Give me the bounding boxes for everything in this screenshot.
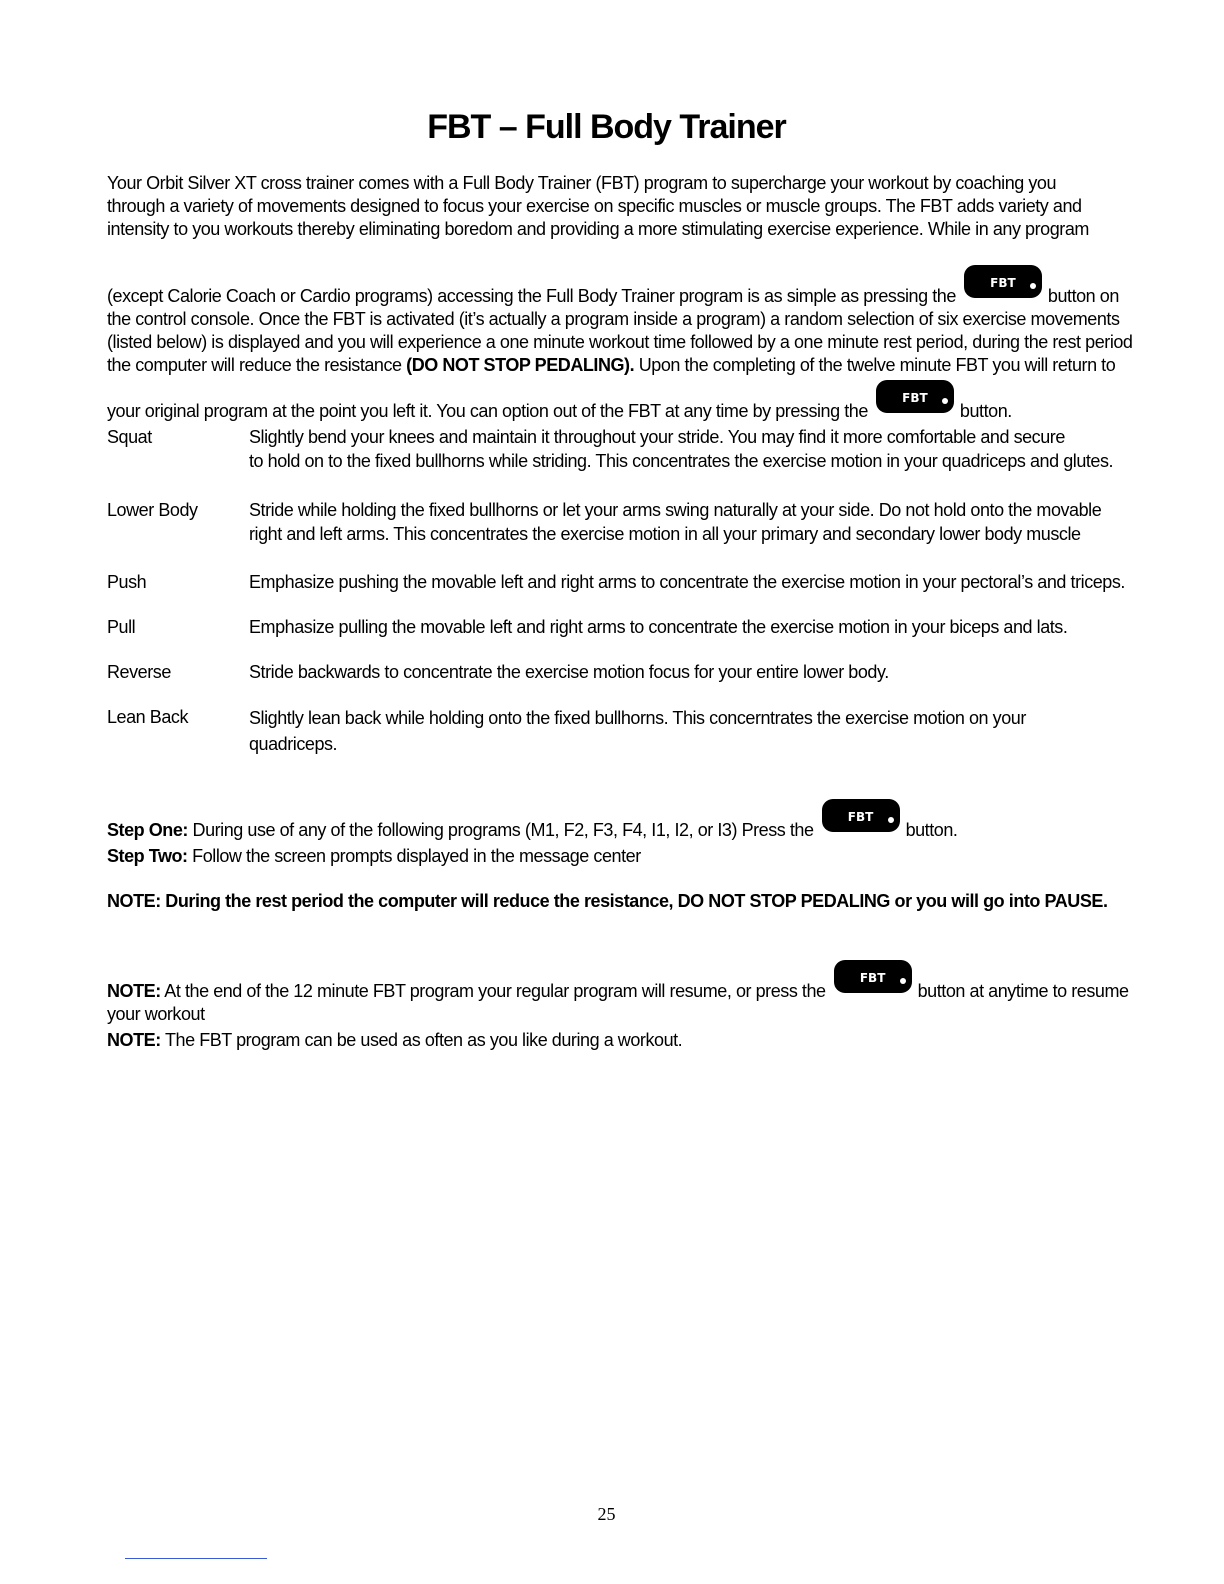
- intro-text: Upon the completing of the twelve minute FBT you will return to: [634, 355, 1116, 375]
- exercise-name: Pull: [107, 617, 136, 637]
- exercise-name: Reverse: [107, 662, 171, 682]
- dot-icon: [900, 978, 906, 984]
- exercise-line: Stride backwards to concentrate the exercise motion focus for your entire lower body.: [249, 662, 889, 682]
- fbt-button-label: FBT: [847, 810, 874, 824]
- fbt-button-icon: [964, 265, 1042, 298]
- exercise-name: Push: [107, 572, 147, 592]
- exercise-name: Squat: [107, 427, 152, 447]
- footnote-rule: [125, 1558, 267, 1559]
- intro-line: (listed below) is displayed and you will experience a one minute workout time followed by a one minute rest period, during the rest period: [107, 332, 1133, 352]
- note-line: NOTE: During the rest period the computer will reduce the resistance, DO NOT STOP PEDALING or you will go into PAUSE.: [107, 891, 1108, 911]
- intro-paragraph-end: [107, 380, 1107, 423]
- step-two-line: [107, 845, 1107, 868]
- note-label: NOTE:: [107, 1030, 161, 1050]
- exercise-name: Lower Body: [107, 500, 198, 520]
- note-text: The FBT program can be used as often as you like during a workout.: [160, 1030, 683, 1050]
- intro-line: through a variety of movements designed to focus your exercise on specific muscles or muscle groups. The FBT adds variety and: [107, 196, 1082, 216]
- intro-line: [107, 354, 1116, 377]
- step-two-label: Step Two:: [107, 846, 188, 866]
- note-rest-period: [107, 890, 1107, 913]
- intro-line: intensity to you workouts thereby eliminating boredom and providing a more stimulating exercise experience. While in any program: [107, 219, 1089, 239]
- intro-text: the computer will reduce the resistance: [107, 355, 407, 375]
- intro-paragraph-cont: [107, 265, 1133, 377]
- intro-line: Your Orbit Silver XT cross trainer comes with a Full Body Trainer (FBT) program to supercharge your workout by coaching you: [107, 173, 1057, 193]
- fbt-button-label: FBT: [990, 276, 1016, 290]
- dot-icon: [888, 817, 894, 823]
- exercise-description: [249, 425, 1119, 473]
- dot-icon: [942, 398, 948, 404]
- page-title: FBT – Full Body Trainer: [427, 108, 786, 146]
- fbt-button-icon: [822, 799, 900, 832]
- exercise-description: [249, 498, 1119, 546]
- exercise-description: [249, 705, 1119, 757]
- exercise-line: Emphasize pushing the movable left and right arms to concentrate the exercise motion in your pectoral’s and triceps.: [249, 572, 1125, 592]
- exercise-line: Emphasize pulling the movable left and right arms to concentrate the exercise motion in your biceps and lats.: [249, 617, 1068, 637]
- note-text: button at anytime to resume: [917, 981, 1129, 1001]
- note-line: your workout: [107, 1004, 205, 1024]
- intro-bold-warning: (DO NOT STOP PEDALING).: [406, 355, 635, 375]
- step-one-text: button.: [905, 820, 958, 840]
- exercise-line: right and left arms. This concentrates the exercise motion in all your primary and secondary lower body muscle: [249, 524, 1081, 544]
- step-two-text: Follow the screen prompts displayed in the message center: [187, 846, 641, 866]
- intro-text: button.: [959, 401, 1012, 421]
- note-line: [107, 1029, 1107, 1052]
- intro-text: your original program at the point you left it. You can option out of the FBT at any time by pressing the: [107, 401, 868, 421]
- fbt-button-label: FBT: [902, 391, 928, 405]
- note-label: NOTE:: [107, 981, 161, 1001]
- fbt-button-label: FBT: [859, 971, 886, 985]
- exercise-description: [249, 570, 1125, 594]
- intro-paragraph: [107, 172, 1107, 241]
- note-text: At the end of the 12 minute FBT program your regular program will resume, or press the: [160, 981, 826, 1001]
- fbt-button-icon: [834, 960, 912, 993]
- note-line: [107, 960, 1129, 1003]
- exercise-line: Stride while holding the fixed bullhorns or let your arms swing naturally at your side. Do not hold onto the movable: [249, 500, 1102, 520]
- intro-line: [107, 265, 1119, 308]
- intro-line: the control console. Once the FBT is activated (it’s actually a program inside a program) a random selection of six exercise movements: [107, 309, 1120, 329]
- note-usage: [107, 1029, 1107, 1052]
- dot-icon: [1030, 283, 1036, 289]
- note-program-resume: [107, 960, 1129, 1026]
- intro-line: [107, 380, 1107, 423]
- exercise-line: to hold on to the fixed bullhorns while striding. This concentrates the exercise motion in your quadriceps and glutes.: [249, 451, 1114, 471]
- fbt-button-icon: [876, 380, 954, 413]
- exercise-description: [249, 615, 1119, 639]
- exercise-line: Slightly bend your knees and maintain it throughout your stride. You may find it more comfortable and secure: [249, 427, 1065, 447]
- intro-text: button on: [1047, 286, 1119, 306]
- page-number: 25: [597, 1504, 616, 1524]
- step-one-text: During use of any of the following programs (M1, F2, F3, F4, I1, I2, or I3) Press the: [187, 820, 814, 840]
- exercise-description: [249, 660, 1119, 684]
- exercise-line: quadriceps.: [249, 734, 338, 754]
- step-one-label: Step One:: [107, 820, 188, 840]
- exercise-line: Slightly lean back while holding onto the fixed bullhorns. This concerntrates the exercise motion on your: [249, 708, 1026, 728]
- intro-text: (except Calorie Coach or Cardio programs) accessing the Full Body Trainer program is as simple as pressing the: [107, 286, 956, 306]
- step-two: [107, 845, 1107, 868]
- step-one: [107, 799, 1107, 842]
- exercise-name: Lean Back: [107, 707, 189, 727]
- step-one-line: [107, 799, 1107, 842]
